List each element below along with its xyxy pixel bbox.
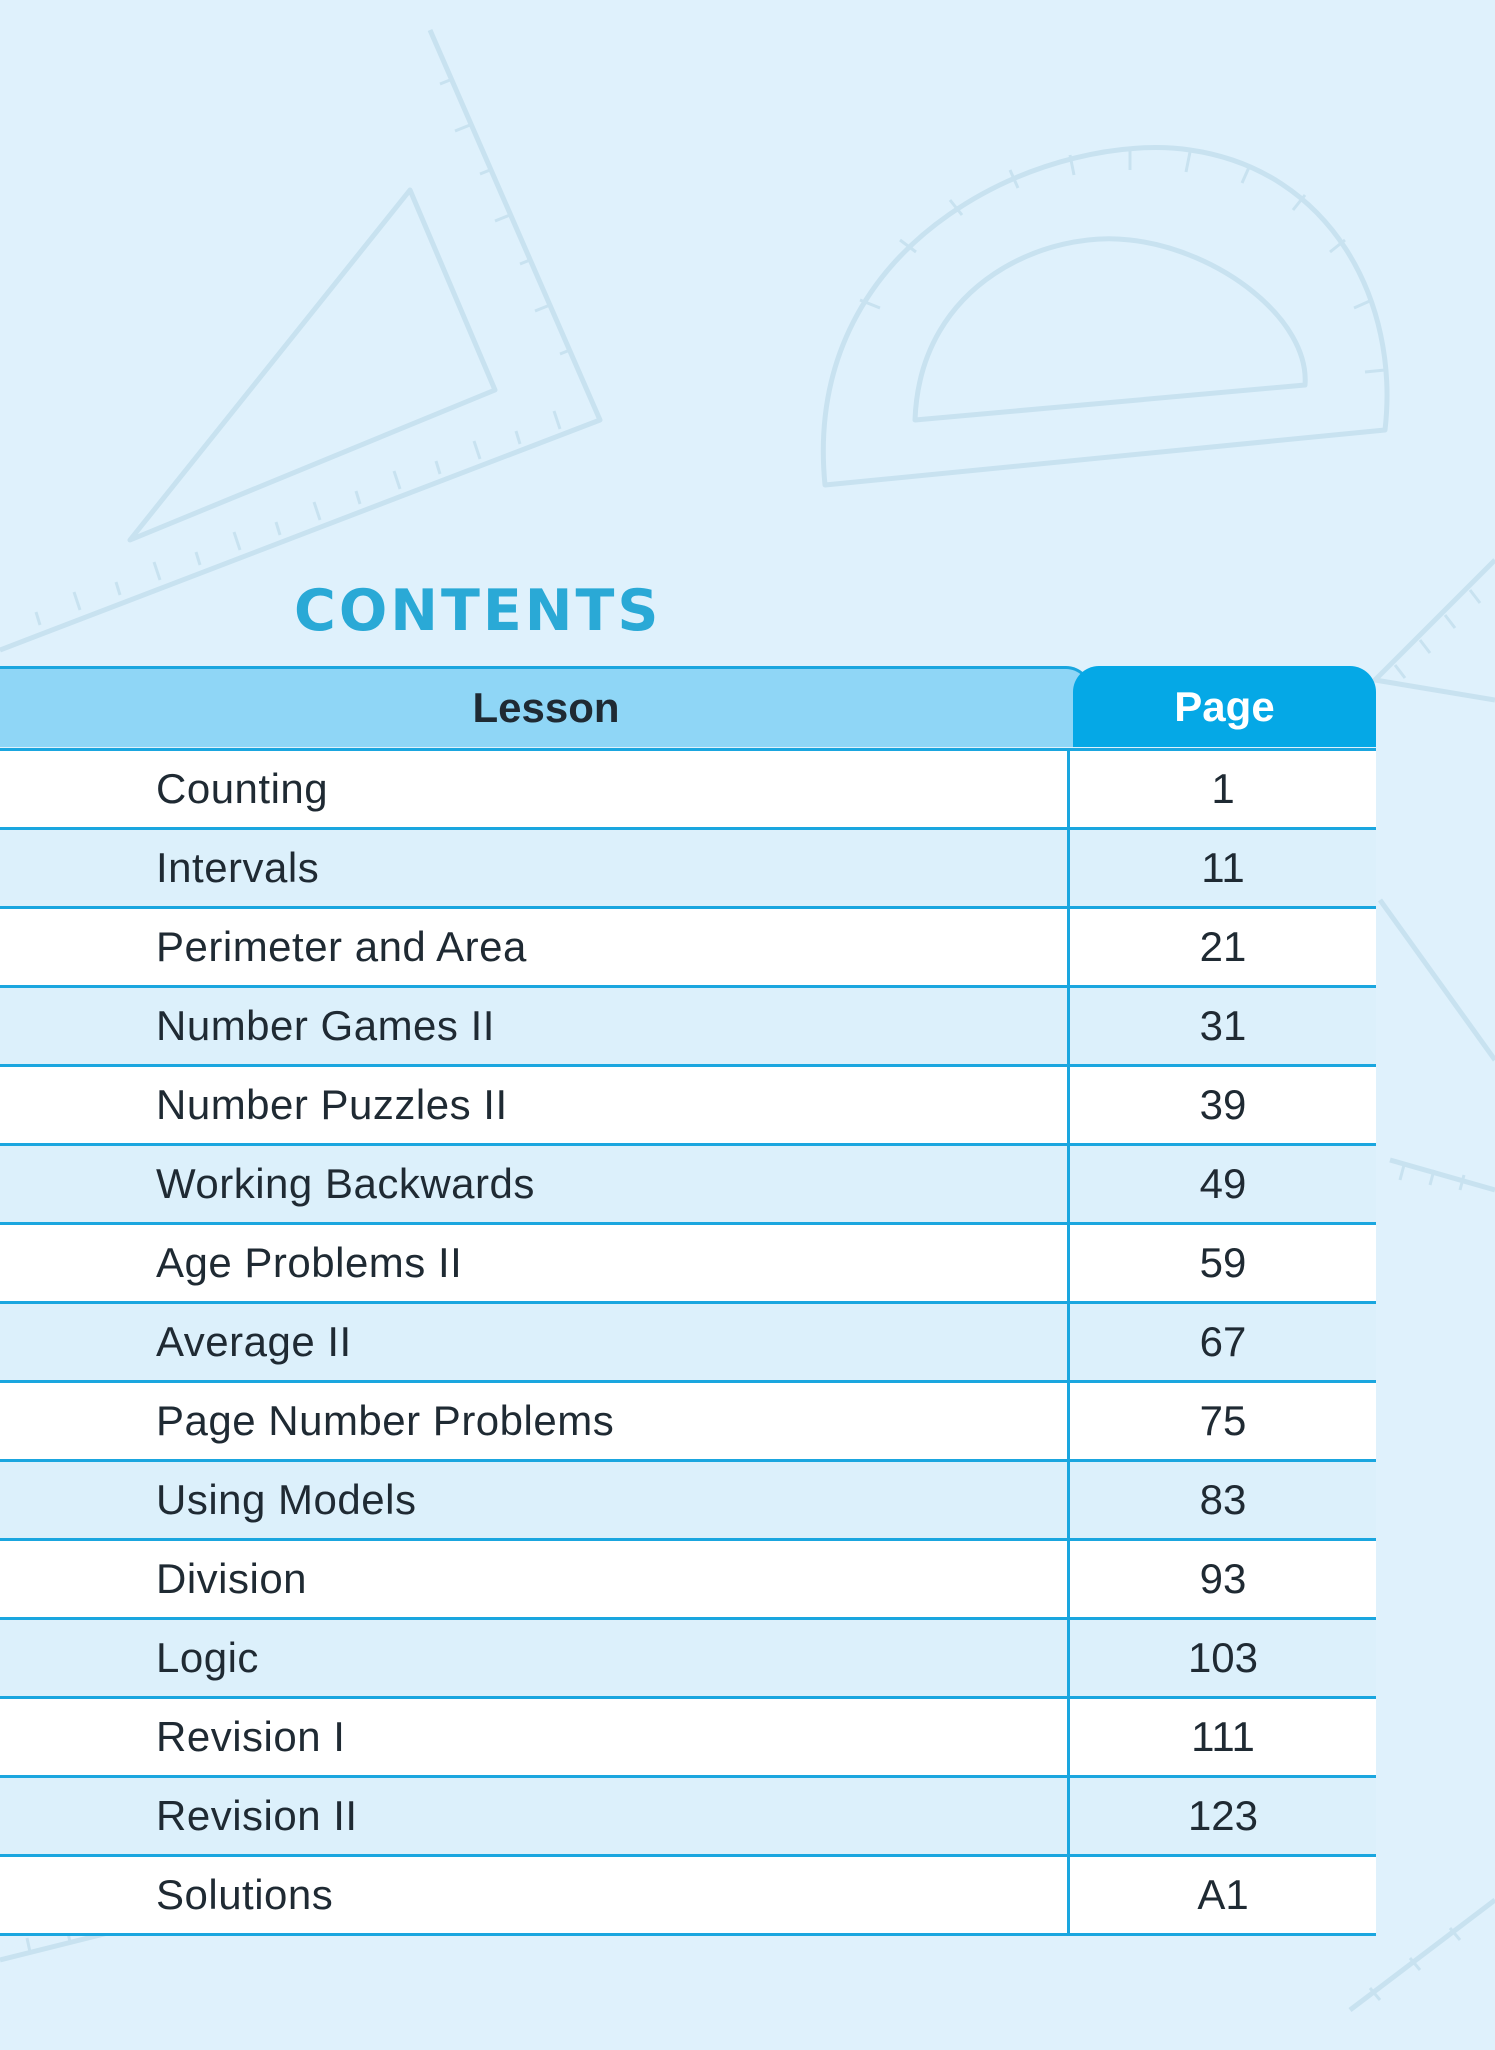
- page-column-header: Page: [1073, 666, 1376, 747]
- page-number: 103: [1187, 1634, 1259, 1681]
- table-body: [0, 748, 1376, 1936]
- page-number: 83: [1199, 1476, 1247, 1523]
- table-row: [0, 1146, 1376, 1225]
- table-row: [0, 751, 1376, 830]
- table-row: [0, 1462, 1376, 1541]
- lesson-title: Revision II: [0, 1778, 1070, 1854]
- table-row: [0, 988, 1376, 1067]
- lesson-title: Average II: [0, 1304, 1070, 1380]
- table-row: [0, 1699, 1376, 1778]
- page-number: 11: [1201, 844, 1245, 891]
- page-number: 49: [1199, 1160, 1247, 1207]
- lesson-title: Number Games II: [0, 988, 1070, 1064]
- lesson-title: Logic: [0, 1620, 1070, 1696]
- table-header: [0, 666, 1376, 748]
- page-number: 67: [1199, 1318, 1247, 1365]
- table-row: [0, 909, 1376, 988]
- page-number: 59: [1199, 1239, 1247, 1286]
- table-row: [0, 1067, 1376, 1146]
- page-number: 31: [1199, 1002, 1247, 1049]
- table-row: [0, 1541, 1376, 1620]
- table-row: [0, 1620, 1376, 1699]
- page-number: 75: [1199, 1397, 1247, 1444]
- table-row: [0, 1225, 1376, 1304]
- table-row: [0, 1857, 1376, 1936]
- lesson-title: Revision I: [0, 1699, 1070, 1775]
- lesson-title: Counting: [0, 751, 1070, 827]
- table-row: [0, 830, 1376, 909]
- contents-table: [0, 666, 1376, 1936]
- lesson-title: Division: [0, 1541, 1070, 1617]
- page-number: 39: [1199, 1081, 1247, 1128]
- page-number: 111: [1191, 1713, 1255, 1760]
- page-number: 21: [1199, 923, 1247, 970]
- lesson-title: Number Puzzles II: [0, 1067, 1070, 1143]
- lesson-title: Using Models: [0, 1462, 1070, 1538]
- lesson-column-header: Lesson: [0, 666, 1092, 747]
- table-row: [0, 1383, 1376, 1462]
- page-number: 123: [1187, 1792, 1259, 1839]
- lesson-title: Intervals: [0, 830, 1070, 906]
- page-number: 1: [1211, 765, 1235, 812]
- set-square-icon: [0, 30, 600, 650]
- lesson-title: Page Number Problems: [0, 1383, 1070, 1459]
- table-row: [0, 1778, 1376, 1857]
- lesson-title: Age Problems II: [0, 1225, 1070, 1301]
- page-title: CONTENTS: [294, 578, 662, 644]
- table-row: [0, 1304, 1376, 1383]
- lesson-title: Solutions: [0, 1857, 1070, 1933]
- lesson-title: Perimeter and Area: [0, 909, 1070, 985]
- page-number: A1: [1197, 1871, 1249, 1918]
- lesson-title: Working Backwards: [0, 1146, 1070, 1222]
- page-number: 93: [1199, 1555, 1247, 1602]
